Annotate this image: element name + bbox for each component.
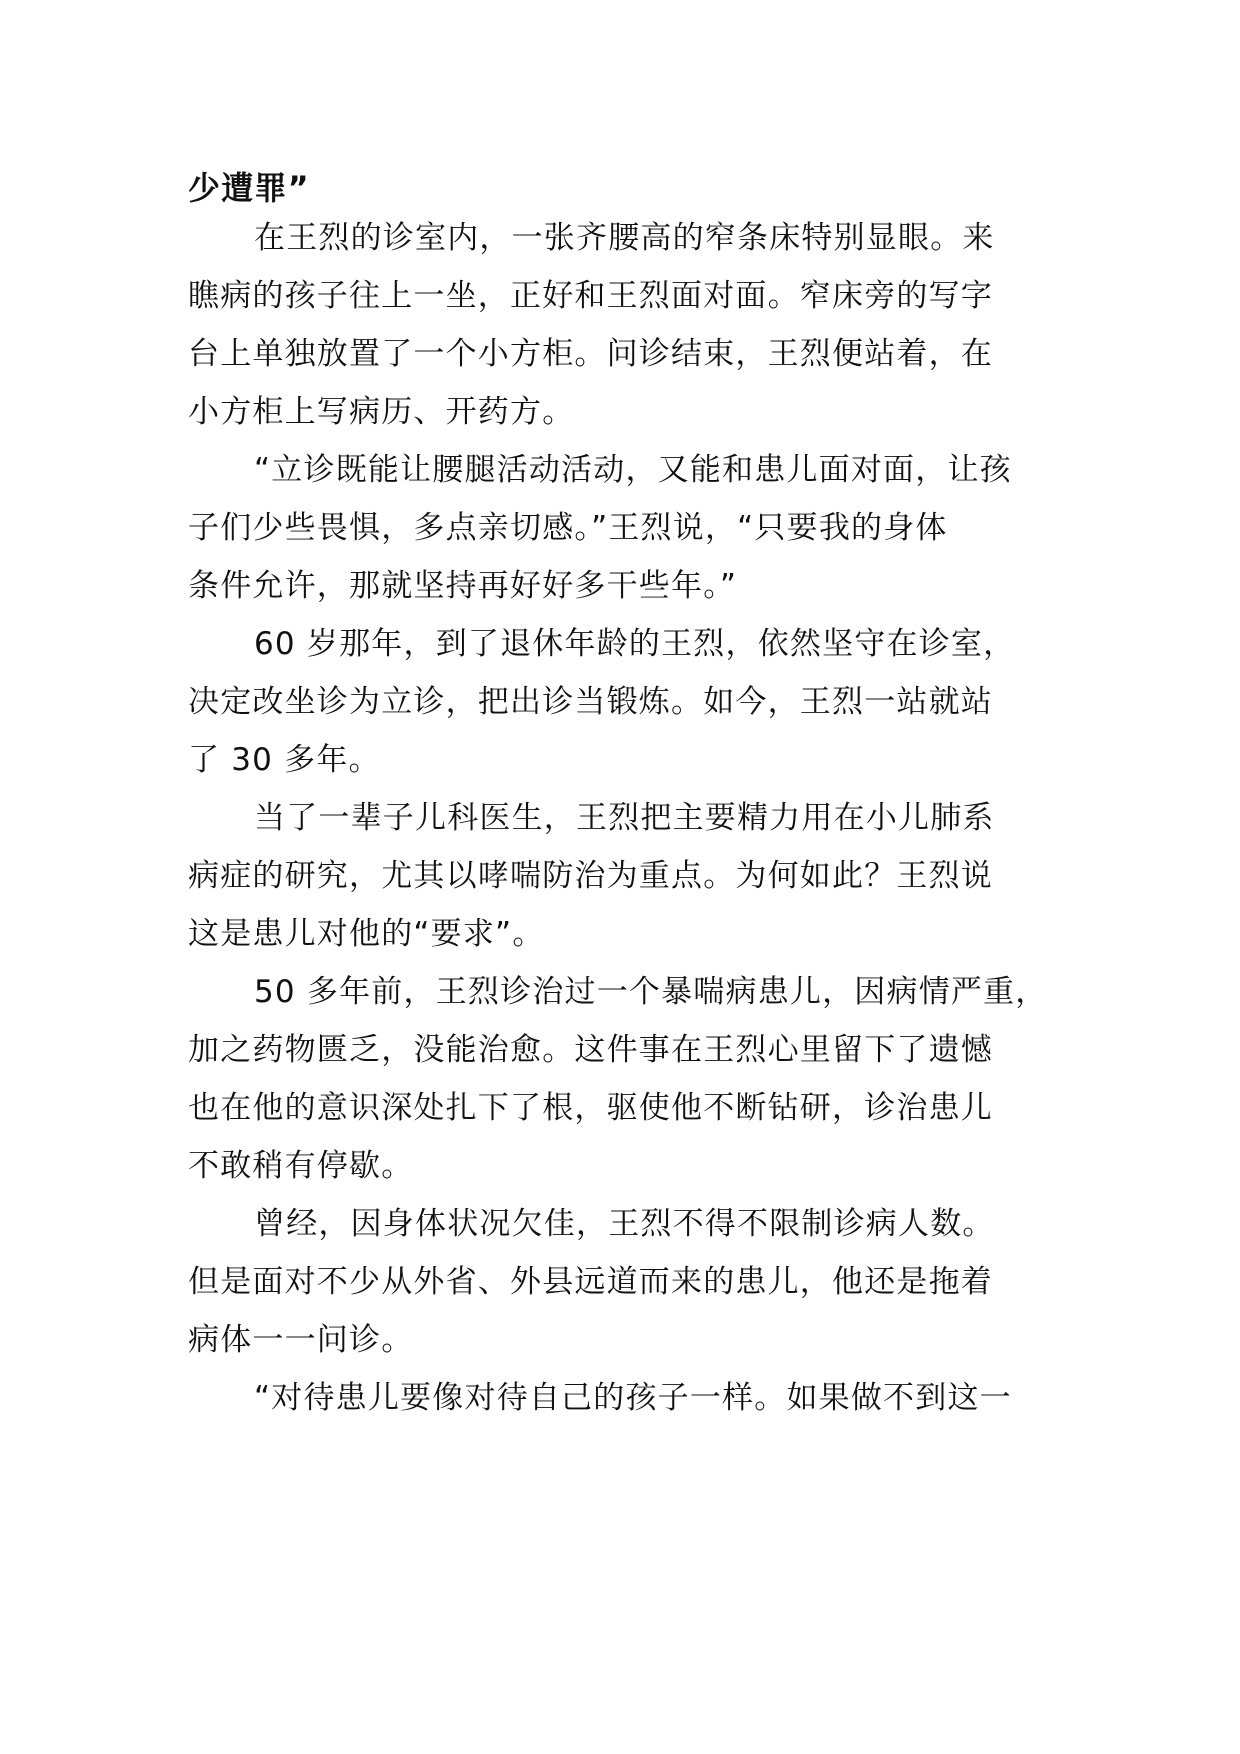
paragraph-line: 台上单独放置了一个小方柜。问诊结束，王烈便站着，在 xyxy=(188,336,993,372)
paragraph-line: 在王烈的诊室内，一张齐腰高的窄条床特别显眼。来 xyxy=(254,220,995,256)
section-heading: 少遭罪” xyxy=(188,169,310,207)
paragraph-line: 50 多年前，王烈诊治过一个暴喘病患儿，因病情严重， xyxy=(254,974,1048,1010)
paragraph-line: 但是面对不少从外省、外县远道而来的患儿，他还是拖着 xyxy=(188,1264,993,1300)
paragraph-line: 病体一一问诊。 xyxy=(188,1322,414,1358)
paragraph-line: 瞧病的孩子往上一坐，正好和王烈面对面。窄床旁的写字 xyxy=(188,278,993,314)
paragraph-line: 也在他的意识深处扎下了根，驱使他不断钻研，诊治患儿 xyxy=(188,1090,993,1126)
paragraph-line: 当了一辈子儿科医生，王烈把主要精力用在小儿肺系 xyxy=(254,800,995,836)
paragraph-line: “立诊既能让腰腿活动活动，又能和患儿面对面，让孩 xyxy=(254,452,1012,488)
paragraph-line: 加之药物匮乏，没能治愈。这件事在王烈心里留下了遗憾 xyxy=(188,1032,993,1068)
paragraph-line: 了 30 多年。 xyxy=(188,742,381,778)
paragraph-line: 曾经，因身体状况欠佳，王烈不得不限制诊病人数。 xyxy=(254,1206,995,1242)
paragraph-line: 这是患儿对他的“要求”。 xyxy=(188,916,545,952)
paragraph-line: 60 岁那年，到了退休年龄的王烈，依然坚守在诊室， xyxy=(254,626,1016,662)
paragraph-line: 条件允许，那就坚持再好好多干些年。” xyxy=(188,568,738,604)
paragraph-line: 病症的研究，尤其以哮喘防治为重点。为何如此？王烈说 xyxy=(188,858,993,894)
paragraph-line: 决定改坐诊为立诊，把出诊当锻炼。如今，王烈一站就站 xyxy=(188,684,993,720)
paragraph-line: “对待患儿要像对待自己的孩子一样。如果做不到这一 xyxy=(254,1380,1012,1416)
paragraph-line: 子们少些畏惧，多点亲切感。”王烈说，“只要我的身体 xyxy=(188,510,948,546)
paragraph-line: 小方柜上写病历、开药方。 xyxy=(188,394,575,430)
paragraph-line: 不敢稍有停歇。 xyxy=(188,1148,414,1184)
